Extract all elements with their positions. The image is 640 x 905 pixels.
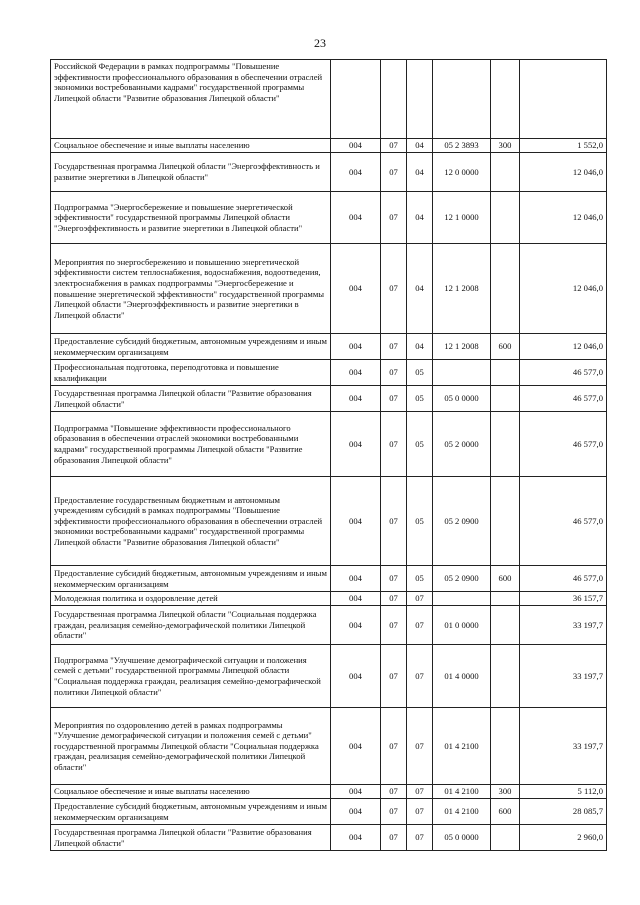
row-rz: 07 xyxy=(381,360,407,386)
row-pr: 04 xyxy=(407,139,433,153)
row-csr: 12 1 0000 xyxy=(433,192,491,244)
row-sum: 5 112,0 xyxy=(520,785,607,799)
row-sum: 33 197,7 xyxy=(520,645,607,708)
row-ved: 004 xyxy=(331,825,381,851)
row-sum: 2 960,0 xyxy=(520,825,607,851)
row-ved: 004 xyxy=(331,334,381,360)
row-csr: 12 1 2008 xyxy=(433,244,491,334)
row-csr: 05 2 0900 xyxy=(433,566,491,592)
table-row xyxy=(51,139,607,153)
row-sum: 12 046,0 xyxy=(520,153,607,192)
row-csr: 01 4 2100 xyxy=(433,785,491,799)
row-csr: 05 2 3893 xyxy=(433,139,491,153)
row-csr: 12 1 2008 xyxy=(433,334,491,360)
row-vr xyxy=(491,708,520,785)
row-csr: 05 2 0900 xyxy=(433,477,491,566)
row-csr: 05 0 0000 xyxy=(433,825,491,851)
row-rz: 07 xyxy=(381,386,407,412)
row-vr xyxy=(491,192,520,244)
table-row xyxy=(51,477,607,566)
row-rz xyxy=(381,60,407,139)
row-csr: 05 0 0000 xyxy=(433,386,491,412)
row-vr: 600 xyxy=(491,334,520,360)
row-pr: 05 xyxy=(407,477,433,566)
row-pr: 04 xyxy=(407,153,433,192)
row-vr xyxy=(491,360,520,386)
row-name: Предоставление субсидий бюджетным, автономным учреждениям и иным некоммерческим организациям xyxy=(51,799,331,825)
row-pr: 05 xyxy=(407,566,433,592)
row-pr: 05 xyxy=(407,386,433,412)
table-row xyxy=(51,825,607,851)
table-row xyxy=(51,360,607,386)
row-vr xyxy=(491,825,520,851)
row-pr: 04 xyxy=(407,192,433,244)
row-sum: 12 046,0 xyxy=(520,192,607,244)
row-name: Предоставление государственным бюджетным и автономным учреждениям субсидий в рамках подпрограммы "Повышение эффективности профессионального образования в обеспечении отраслей экономики востребованными кадрами" государственной программы Липецкой области "Развитие образования Липецкой области" xyxy=(51,477,331,566)
row-ved: 004 xyxy=(331,192,381,244)
table-row xyxy=(51,645,607,708)
row-rz: 07 xyxy=(381,412,407,477)
row-csr: 05 2 0000 xyxy=(433,412,491,477)
row-name: Подпрограмма "Улучшение демографической ситуации и положения семей с детьми" государственной программы Липецкой области "Социальная поддержка граждан, реализация семейно-демографической политики Липецкой области" xyxy=(51,645,331,708)
row-ved: 004 xyxy=(331,799,381,825)
row-vr: 300 xyxy=(491,785,520,799)
row-csr xyxy=(433,60,491,139)
row-ved: 004 xyxy=(331,244,381,334)
row-name: Государственная программа Липецкой области "Развитие образования Липецкой области" xyxy=(51,386,331,412)
row-sum: 33 197,7 xyxy=(520,606,607,645)
row-pr: 04 xyxy=(407,244,433,334)
row-name: Мероприятия по оздоровлению детей в рамках подпрограммы "Улучшение демографической ситуации и положения семей с детьми" государственной программы Липецкой области "Социальная поддержка граждан, реализация семейно-демографической политики Липецкой области" xyxy=(51,708,331,785)
row-sum: 28 085,7 xyxy=(520,799,607,825)
row-vr xyxy=(491,477,520,566)
row-vr xyxy=(491,412,520,477)
row-rz: 07 xyxy=(381,477,407,566)
row-sum xyxy=(520,60,607,139)
row-pr: 04 xyxy=(407,334,433,360)
row-ved: 004 xyxy=(331,606,381,645)
row-csr xyxy=(433,592,491,606)
table-row xyxy=(51,244,607,334)
row-ved: 004 xyxy=(331,566,381,592)
row-ved: 004 xyxy=(331,139,381,153)
row-csr: 01 0 0000 xyxy=(433,606,491,645)
table-row xyxy=(51,566,607,592)
row-vr: 600 xyxy=(491,799,520,825)
row-ved: 004 xyxy=(331,708,381,785)
row-pr: 05 xyxy=(407,412,433,477)
row-vr xyxy=(491,60,520,139)
row-name: Подпрограмма "Энергосбережение и повышение энергетической эффективности" государственной программы Липецкой области "Энергоэффективность и развитие энергетики в Липецкой области" xyxy=(51,192,331,244)
row-csr xyxy=(433,360,491,386)
row-sum: 33 197,7 xyxy=(520,708,607,785)
row-vr xyxy=(491,153,520,192)
row-pr: 05 xyxy=(407,360,433,386)
row-name: Российской Федерации в рамках подпрограммы "Повышение эффективности профессионального образования в обеспечении отраслей экономики востребованными кадрами" государственной программы Липецкой области "Развитие образования Липецкой области" xyxy=(51,60,331,139)
row-pr: 07 xyxy=(407,799,433,825)
table-body xyxy=(51,60,607,851)
row-rz: 07 xyxy=(381,606,407,645)
row-pr: 07 xyxy=(407,785,433,799)
row-rz: 07 xyxy=(381,244,407,334)
row-sum: 12 046,0 xyxy=(520,244,607,334)
budget-table xyxy=(50,59,607,851)
row-vr xyxy=(491,386,520,412)
table-row xyxy=(51,708,607,785)
table-row xyxy=(51,153,607,192)
row-csr: 01 4 0000 xyxy=(433,645,491,708)
row-pr xyxy=(407,60,433,139)
row-name: Государственная программа Липецкой области "Энергоэффективность и развитие энергетики в Липецкой области" xyxy=(51,153,331,192)
row-rz: 07 xyxy=(381,645,407,708)
row-name: Предоставление субсидий бюджетным, автономным учреждениям и иным некоммерческим организациям xyxy=(51,566,331,592)
row-name: Профессиональная подготовка, переподготовка и повышение квалификации xyxy=(51,360,331,386)
row-rz: 07 xyxy=(381,799,407,825)
row-ved: 004 xyxy=(331,412,381,477)
row-ved xyxy=(331,60,381,139)
row-sum: 1 552,0 xyxy=(520,139,607,153)
row-vr xyxy=(491,606,520,645)
row-rz: 07 xyxy=(381,153,407,192)
row-name: Социальное обеспечение и иные выплаты населению xyxy=(51,139,331,153)
row-sum: 46 577,0 xyxy=(520,412,607,477)
row-pr: 07 xyxy=(407,606,433,645)
table-row xyxy=(51,60,607,139)
row-csr: 01 4 2100 xyxy=(433,799,491,825)
row-rz: 07 xyxy=(381,825,407,851)
row-name: Мероприятия по энергосбережению и повышению энергетической эффективности систем теплоснабжения, водоснабжения, водоотведения, электроснабжения в рамках подпрограммы "Энергосбережение и повышение энергетической эффективности" государственной программы Липецкой области "Энергоэффективность и развитие энергетики в Липецкой области" xyxy=(51,244,331,334)
row-csr: 12 0 0000 xyxy=(433,153,491,192)
row-sum: 46 577,0 xyxy=(520,360,607,386)
row-ved: 004 xyxy=(331,360,381,386)
row-pr: 07 xyxy=(407,645,433,708)
row-vr xyxy=(491,645,520,708)
row-vr xyxy=(491,244,520,334)
page-number: 23 xyxy=(314,36,326,50)
row-sum: 46 577,0 xyxy=(520,566,607,592)
row-rz: 07 xyxy=(381,139,407,153)
table-row xyxy=(51,606,607,645)
row-rz: 07 xyxy=(381,334,407,360)
table-row xyxy=(51,799,607,825)
row-name: Государственная программа Липецкой области "Социальная поддержка граждан, реализация семейно-демографической политики Липецкой области" xyxy=(51,606,331,645)
row-name: Государственная программа Липецкой области "Развитие образования Липецкой области" xyxy=(51,825,331,851)
row-rz: 07 xyxy=(381,566,407,592)
row-name: Подпрограмма "Повышение эффективности профессионального образования в обеспечении отраслей экономики востребованными кадрами" государственной программы Липецкой области "Развитие образования Липецкой области" xyxy=(51,412,331,477)
row-name: Предоставление субсидий бюджетным, автономным учреждениям и иным некоммерческим организациям xyxy=(51,334,331,360)
row-vr: 300 xyxy=(491,139,520,153)
row-ved: 004 xyxy=(331,153,381,192)
row-sum: 46 577,0 xyxy=(520,386,607,412)
row-ved: 004 xyxy=(331,477,381,566)
table-row xyxy=(51,785,607,799)
row-rz: 07 xyxy=(381,785,407,799)
row-rz: 07 xyxy=(381,592,407,606)
row-ved: 004 xyxy=(331,592,381,606)
row-pr: 07 xyxy=(407,825,433,851)
row-sum: 12 046,0 xyxy=(520,334,607,360)
row-name: Молодежная политика и оздоровление детей xyxy=(51,592,331,606)
row-pr: 07 xyxy=(407,708,433,785)
row-rz: 07 xyxy=(381,192,407,244)
row-sum: 46 577,0 xyxy=(520,477,607,566)
row-rz: 07 xyxy=(381,708,407,785)
row-name: Социальное обеспечение и иные выплаты населению xyxy=(51,785,331,799)
row-sum: 36 157,7 xyxy=(520,592,607,606)
row-ved: 004 xyxy=(331,645,381,708)
row-csr: 01 4 2100 xyxy=(433,708,491,785)
table-row xyxy=(51,192,607,244)
row-vr: 600 xyxy=(491,566,520,592)
row-pr: 07 xyxy=(407,592,433,606)
table-row xyxy=(51,412,607,477)
table-row xyxy=(51,592,607,606)
row-vr xyxy=(491,592,520,606)
table-row xyxy=(51,386,607,412)
row-ved: 004 xyxy=(331,386,381,412)
table-row xyxy=(51,334,607,360)
row-ved: 004 xyxy=(331,785,381,799)
